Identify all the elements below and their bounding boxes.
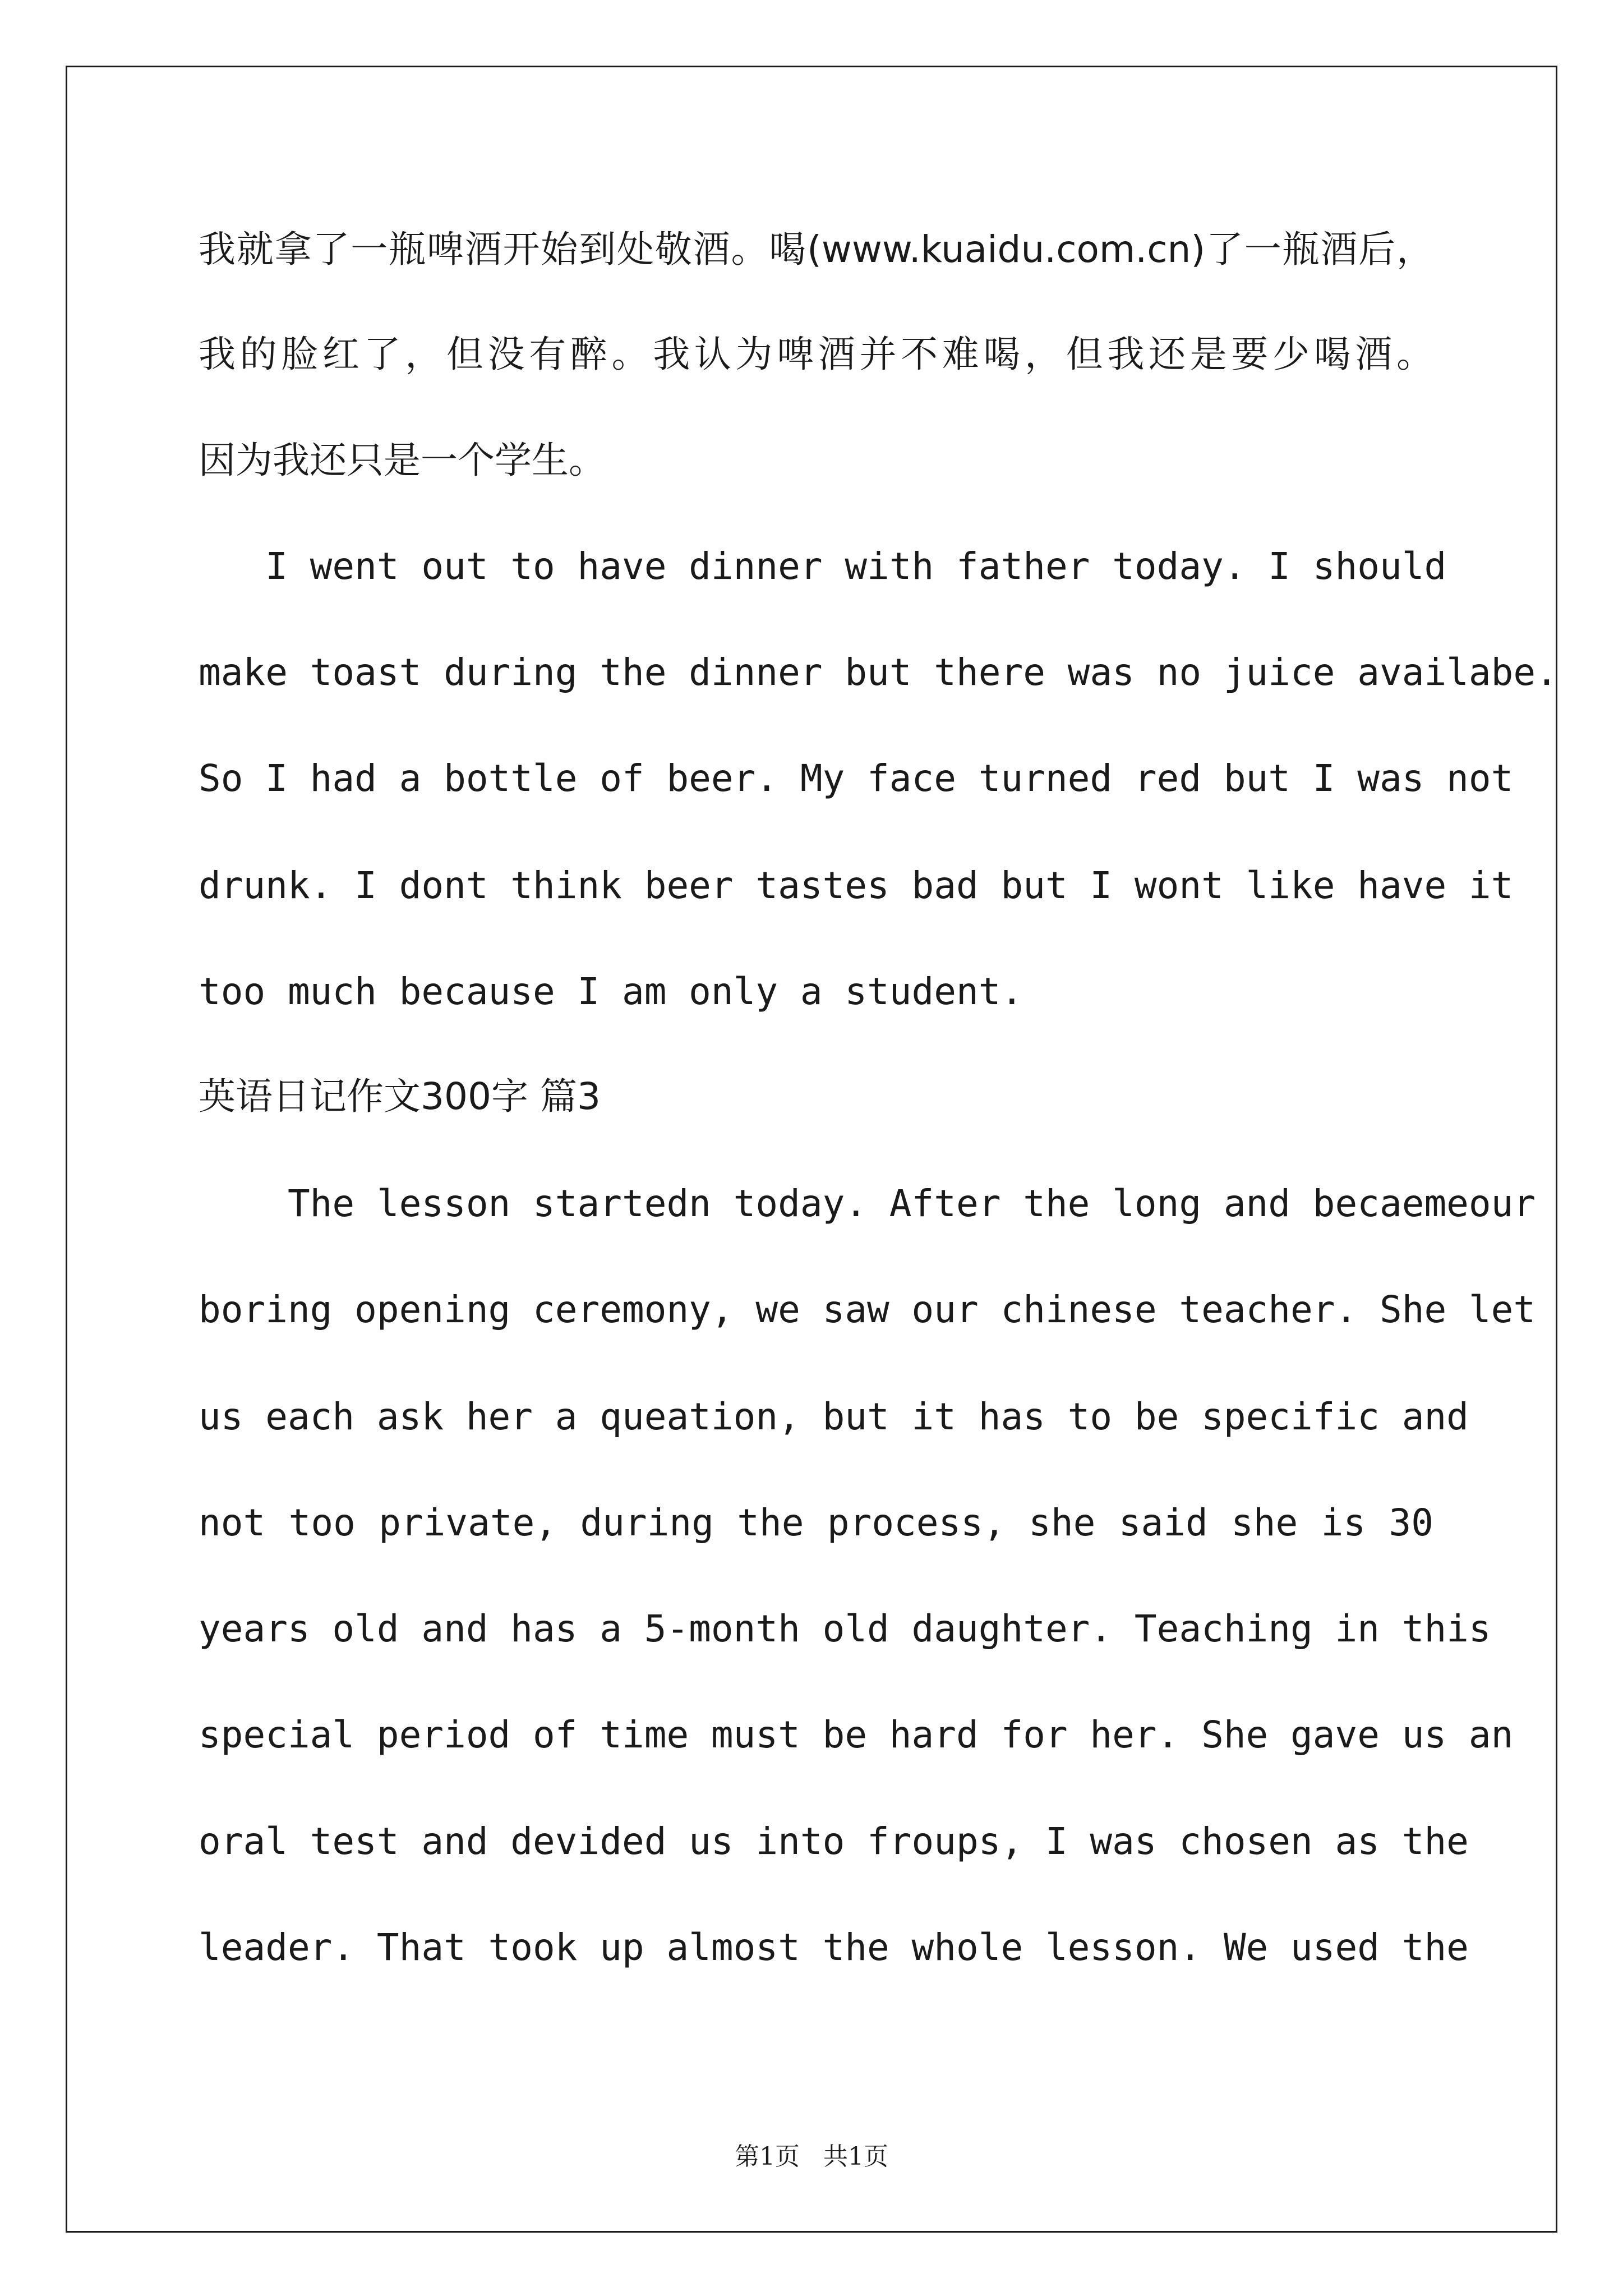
text-line-4: I went out to have dinner with father today. I should [199,545,1447,588]
text-line-17: leader. That took up almost the whole lesson. We used the [199,1926,1469,1969]
text-line-11: boring opening ceremony, we saw our chinese teacher. She let [199,1288,1536,1331]
section-heading: 英语日记作文300字 篇3 [199,1075,601,1118]
text-line-15: special period of time must be hard for her. She gave us an [199,1713,1514,1756]
text-line-7: drunk. I dont think beer tastes bad but I wont like have it [199,864,1514,907]
text-line-13: not too private, during the process, she said she is 30 [199,1501,1433,1544]
text-line-2: 我的脸红了，但没有醉。我认为啤酒并不难喝，但我还是要少喝酒。 [199,333,1433,376]
text-line-3: 因为我还只是一个学生。 [199,439,606,482]
text-line-1: 我就拿了一瓶啤酒开始到处敬酒。喝(www.kuaidu.com.cn)了一瓶酒后， [199,228,1433,271]
text-line-14: years old and has a 5-month old daughter. Teaching in this [199,1607,1491,1650]
page-footer: 第1页 共1页 [735,2142,888,2171]
page-border [66,66,1557,2233]
text-line-16: oral test and devided us into froups, I was chosen as the [199,1820,1469,1863]
text-line-5: make toast during the dinner but there was no juice availabe. [199,651,1558,694]
text-line-10: The lesson startedn today. After the long and becaemeour [199,1182,1536,1225]
text-line-6: So I had a bottle of beer. My face turned red but I was not [199,757,1514,800]
text-line-8: too much because I am only a student. [199,970,1023,1013]
text-line-12: us each ask her a queation, but it has to be specific and [199,1395,1469,1438]
